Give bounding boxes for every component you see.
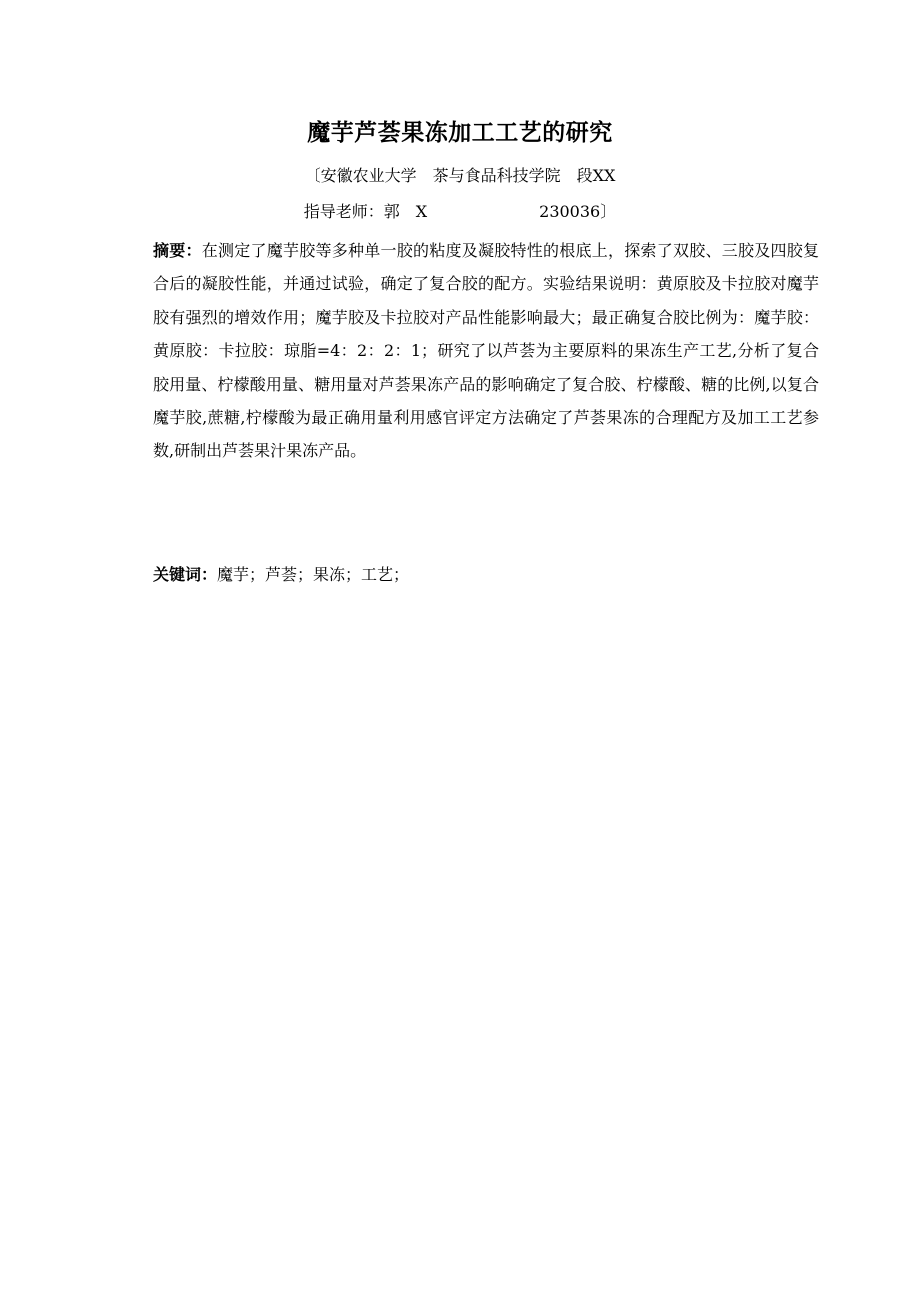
keywords-text: 魔芋；芦荟；果冻；工艺； [217,565,410,584]
abstract-paragraph [153,234,819,468]
keywords-label: 关键词： [153,565,218,584]
abstract-text: 在测定了魔芋胶等多种单一胶的粘度及凝胶特性的根底上，探索了双胶、三胶及四胶复合后的凝胶性能，并通过试验，确定了复合胶的配方。实验结果说明：黄原胶及卡拉胶对魔芋胶有强烈的增效作用；魔芋胶及卡拉胶对产品性能影响最大；最正确复合胶比例为：魔芋胶：黄原胶：卡拉胶：琼脂=4：2：2：1；研究了以芦荟为主要原料的果冻生产工艺,分析了复合胶用量、柠檬酸用量、糖用量对芦荟果冻产品的影响确定了复合胶、柠檬酸、糖的比例,以复合魔芋胶,蔗糖,柠檬酸为最正确用量利用感官评定方法确定了芦荟果冻的合理配方及加工工艺参数,研制出芦荟果汁果冻产品。 [153,241,819,461]
abstract-label: 摘要： [153,241,202,260]
paper-title: 魔芋芦荟果冻加工工艺的研究 [307,120,613,146]
advisor-line: 指导老师：郭 X 230036〕 [303,202,617,221]
keywords-line [153,560,819,590]
author-affiliation: 〔安徽农业大学 茶与食品科技学院 段XX [304,166,616,185]
